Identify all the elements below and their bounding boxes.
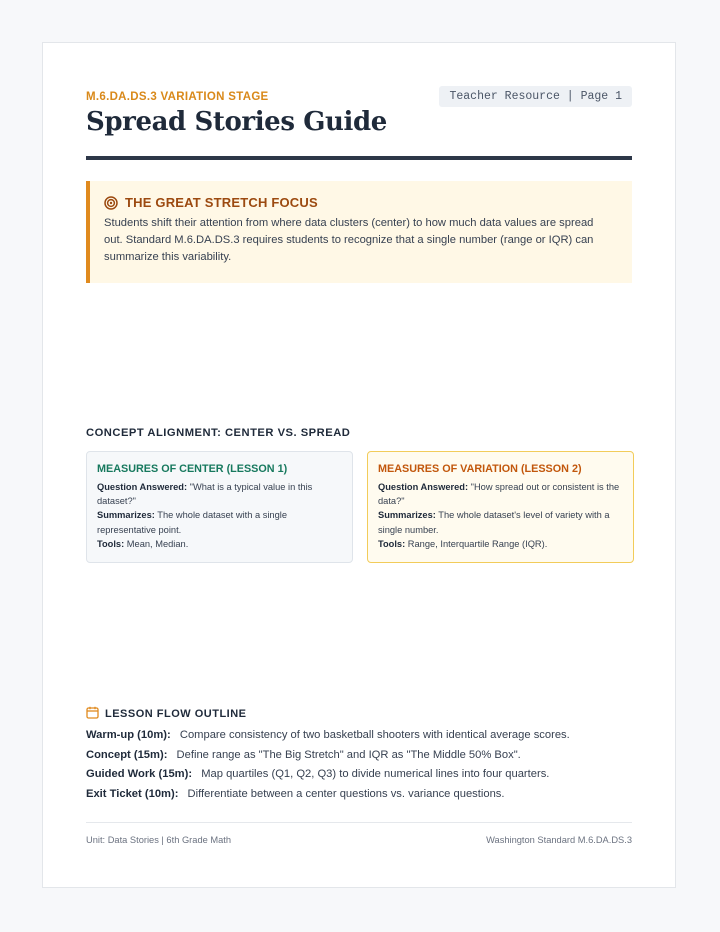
tools-line <box>97 537 342 551</box>
list-item <box>86 765 632 785</box>
question-line <box>97 480 342 508</box>
flow-item-label: Concept (15m): <box>86 748 168 761</box>
question-text: "What is a typical value in this dataset?" <box>97 482 313 507</box>
footer-standard: Washington Standard M.6.DA.DS.3 <box>486 835 632 845</box>
flow-item-label: Guided Work (15m): <box>86 768 193 781</box>
title-divider <box>86 156 632 160</box>
document-page <box>42 42 676 888</box>
page-badge: Teacher Resource | Page 1 <box>439 86 632 107</box>
flow-item-text: Differentiate between a center questions vs. variance questions. <box>187 787 505 800</box>
focus-heading <box>104 195 614 210</box>
flow-item-label: Exit Ticket (10m): <box>86 787 179 800</box>
summarizes-line <box>97 508 342 536</box>
focus-heading-text: THE GREAT STRETCH FOCUS <box>125 195 318 210</box>
tools-text: Range, Interquartile Range (IQR). <box>407 538 548 549</box>
center-card <box>86 451 353 563</box>
footer-divider <box>86 822 632 823</box>
standard-kicker: M.6.DA.DS.3 VARIATION STAGE <box>86 91 269 103</box>
summarizes-text: The whole dataset with a single representative point. <box>97 510 288 535</box>
question-label: Question Answered: <box>378 482 469 492</box>
list-item <box>86 746 632 766</box>
lesson-flow-list <box>86 726 632 804</box>
card-title: MEASURES OF VARIATION (LESSON 2) <box>378 463 582 475</box>
flow-item-text: Define range as "The Big Stretch" and IQR as "The Middle 50% Box". <box>176 748 521 761</box>
question-label: Question Answered: <box>97 482 188 492</box>
flow-item-label: Warm-up (10m): <box>86 729 171 741</box>
question-text: "How spread out or consistent is the data?" <box>378 482 620 507</box>
lesson-flow-heading <box>86 706 247 722</box>
focus-callout <box>86 181 632 283</box>
list-item <box>86 785 632 805</box>
flow-item-text: Map quartiles (Q1, Q2, Q3) to divide numerical lines into four quarters. <box>201 768 550 781</box>
summarizes-line <box>378 508 623 536</box>
summarizes-label: Summarizes: <box>378 510 436 521</box>
question-line <box>378 480 623 508</box>
tools-label: Tools: <box>378 538 406 549</box>
focus-body: Students shift their attention from where data clusters (center) to how much data values are spread out. Standard M.6.DA.DS.3 requires students to recognize that a single number (range or IQR) can summarize this variability. <box>104 217 594 263</box>
lesson-flow-heading-text: LESSON FLOW OUTLINE <box>105 708 247 720</box>
summarizes-text: The whole dataset's level of variety with a single number. <box>378 510 610 535</box>
page-content <box>86 43 632 887</box>
list-item <box>86 726 632 746</box>
summarizes-label: Summarizes: <box>97 510 155 521</box>
footer-unit: Unit: Data Stories | 6th Grade Math <box>86 835 232 845</box>
card-title: MEASURES OF CENTER (LESSON 1) <box>97 463 288 475</box>
tools-line <box>378 537 623 551</box>
flow-item-text: Compare consistency of two basketball shooters with identical average scores. <box>179 729 570 741</box>
tools-text: Mean, Median. <box>126 538 189 549</box>
calendar-icon <box>86 706 99 722</box>
tools-label: Tools: <box>97 538 125 549</box>
target-icon <box>104 196 118 210</box>
page-title: Spread Stories Guide <box>86 107 387 137</box>
concept-section-label: CONCEPT ALIGNMENT: CENTER VS. SPREAD <box>86 427 351 439</box>
variation-card <box>367 451 634 563</box>
